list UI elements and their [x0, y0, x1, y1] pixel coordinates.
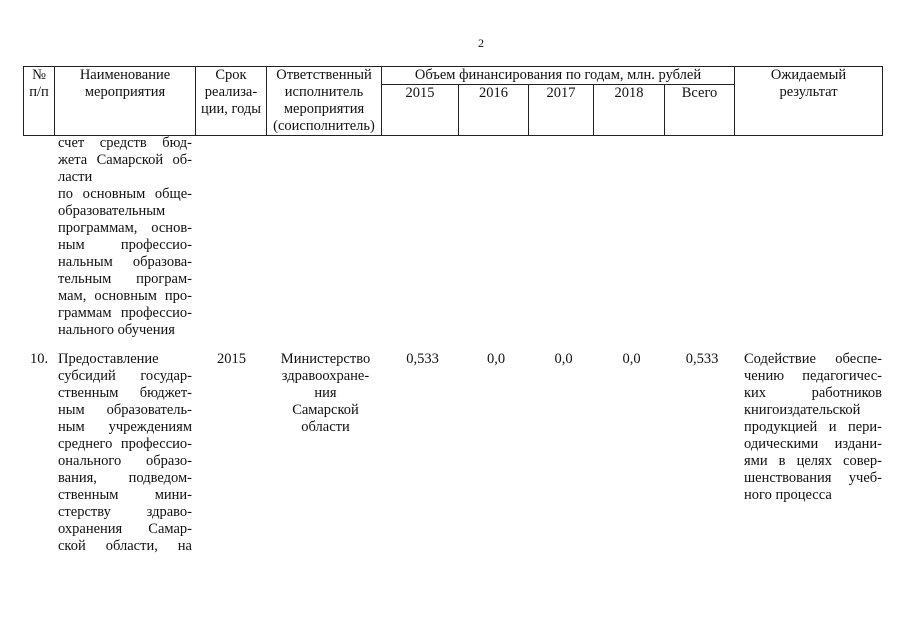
- header-name-line: Наименование: [79, 67, 171, 83]
- header-result-line: Ожидаемый: [770, 67, 847, 83]
- header-financing: Объем финансирования по годам, млн. рублей: [382, 67, 735, 85]
- table-header: [23, 66, 883, 136]
- row-number: 10.: [30, 351, 49, 367]
- header-resp-cell: [267, 67, 382, 136]
- text-line: ласти: [58, 169, 93, 185]
- text-line: Самарской: [292, 402, 359, 418]
- text-line: чению педагогичес-: [744, 368, 882, 384]
- continuation-text: [58, 135, 192, 339]
- text-line: одическими издани-: [744, 436, 882, 452]
- text-line: тельным програм-: [58, 271, 192, 287]
- text-line: по основным обще-: [58, 186, 192, 202]
- header-result-cell: [735, 67, 883, 136]
- header-name-line: мероприятия: [84, 84, 166, 100]
- text-line: ской области, на: [58, 538, 192, 554]
- row-name: [58, 351, 192, 555]
- text-line: жета Самарской об-: [58, 152, 192, 168]
- page-number: 2: [478, 36, 484, 50]
- text-line: шенствования учеб-: [744, 470, 882, 486]
- text-line: субсидий государ-: [58, 368, 192, 384]
- header-term-line: Срок: [215, 67, 247, 83]
- header-num-2: п/п: [29, 84, 49, 100]
- header-name-cell: [55, 67, 196, 136]
- header-result-line: результат: [779, 84, 838, 100]
- text-line: стерству здраво-: [58, 504, 192, 520]
- text-line: продукцией и пери-: [744, 419, 882, 435]
- text-line: ным профессио-: [58, 237, 192, 253]
- text-line: здравоохране-: [281, 368, 370, 384]
- text-line: Министерство: [280, 351, 371, 367]
- text-line: ного процесса: [744, 487, 832, 503]
- text-line: нального обучения: [58, 322, 175, 338]
- text-line: области: [301, 419, 350, 435]
- text-line: граммам профессио-: [58, 305, 192, 321]
- value-2016: 0,0: [486, 351, 506, 367]
- row-responsible: [268, 351, 383, 436]
- text-line: Содействие обеспе-: [744, 351, 882, 367]
- text-line: ями в целях совер-: [744, 453, 882, 469]
- header-num: №: [32, 67, 46, 83]
- text-line: мам, основным про-: [58, 288, 192, 304]
- text-line: вания, подведом-: [58, 470, 192, 486]
- text-line: ственным мини-: [58, 487, 192, 503]
- header-year-2016: 2016: [459, 85, 529, 136]
- value-2018: 0,0: [622, 351, 641, 367]
- text-line: среднего профессио-: [58, 436, 192, 452]
- header-resp-line: (соисполнитель): [273, 118, 375, 134]
- header-resp-line: мероприятия: [283, 101, 365, 117]
- header-year-2018: 2018: [594, 85, 665, 136]
- text-line: нальным образова-: [58, 254, 192, 270]
- text-line: ких работников: [744, 385, 882, 401]
- text-line: охранения Самар-: [58, 521, 192, 537]
- text-line: книгоиздательской: [744, 402, 861, 418]
- text-line: онального образо-: [58, 453, 192, 469]
- row-result: [744, 351, 882, 504]
- header-year-total: Всего: [665, 85, 735, 136]
- header-resp-line: исполнитель: [284, 84, 364, 100]
- value-total: 0,533: [685, 351, 719, 367]
- header-term-line: ции, годы: [200, 101, 262, 117]
- text-line: Предоставление: [58, 351, 159, 367]
- text-line: ния: [314, 385, 337, 401]
- header-term-line: реализа-: [204, 84, 258, 100]
- text-line: счет средств бюд-: [58, 135, 192, 151]
- header-year-2017: 2017: [529, 85, 594, 136]
- header-year-2015: 2015: [382, 85, 459, 136]
- text-line: образовательным: [58, 203, 166, 219]
- text-line: ным образователь-: [58, 402, 192, 418]
- value-2015: 0,533: [406, 351, 439, 367]
- row-term: 2015: [217, 351, 246, 367]
- value-2017: 0,0: [554, 351, 573, 367]
- header-num-cell: [24, 67, 55, 136]
- text-line: программам, основ-: [58, 220, 192, 236]
- header-term-cell: [196, 67, 267, 136]
- header-resp-line: Ответственный: [276, 67, 372, 83]
- text-line: ным учреждениям: [58, 419, 192, 435]
- text-line: ственным бюджет-: [58, 385, 192, 401]
